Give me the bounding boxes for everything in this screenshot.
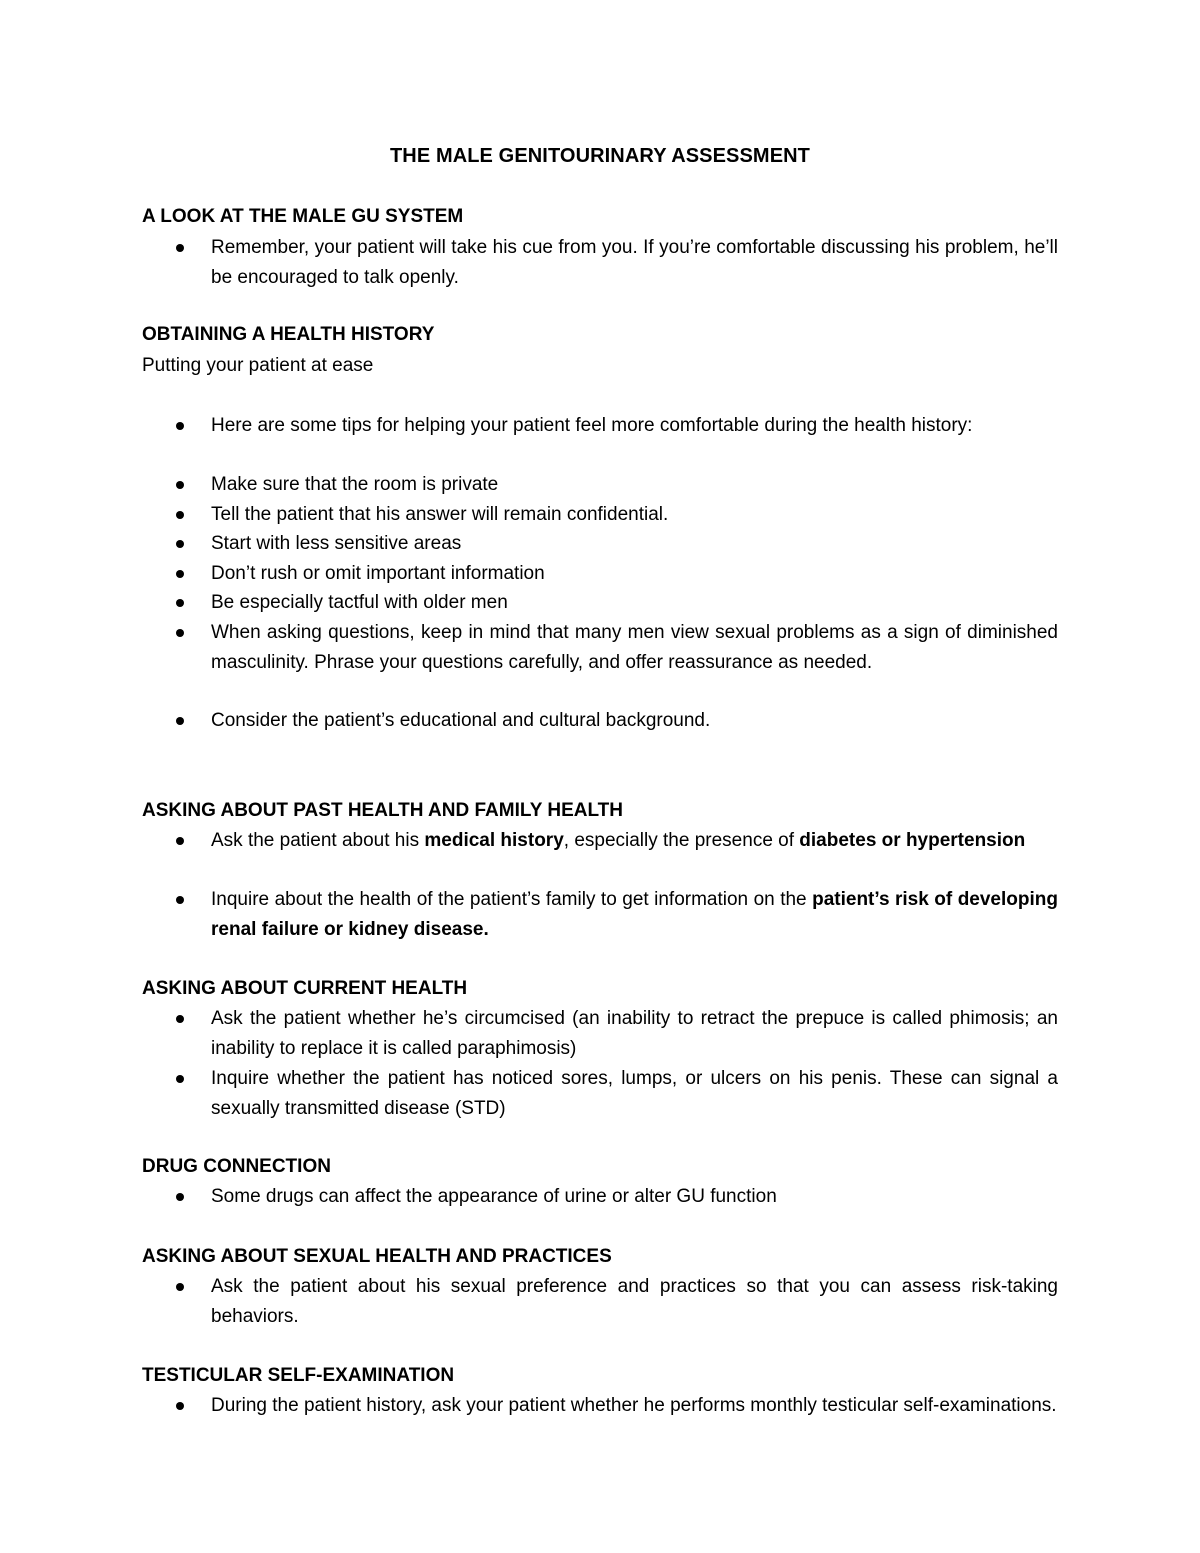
- bullet-icon: [176, 481, 184, 489]
- bullet-icon: [176, 540, 184, 548]
- bullet-icon: [176, 629, 184, 637]
- bullet-icon: [176, 1015, 184, 1023]
- list-item: During the patient history, ask your patient whether he performs monthly testicular self-examinations.: [211, 1391, 1058, 1421]
- bullet-icon: [176, 1402, 184, 1410]
- bullet-icon: [176, 422, 184, 430]
- list-item: Be especially tactful with older men: [211, 588, 1058, 618]
- list-item: Tell the patient that his answer will remain confidential.: [211, 500, 1058, 530]
- document-title: THE MALE GENITOURINARY ASSESSMENT: [389, 145, 810, 167]
- bullet-icon: [176, 244, 184, 252]
- list-item: Ask the patient about his medical history, especially the presence of diabetes or hypertension: [211, 826, 1058, 856]
- list-item: Some drugs can affect the appearance of urine or alter GU function: [211, 1182, 1058, 1212]
- section-heading-drug: DRUG CONNECTION: [142, 1156, 331, 1177]
- bullet-icon: [176, 1075, 184, 1083]
- bullet-icon: [176, 511, 184, 519]
- list-item: Ask the patient whether he’s circumcised (an inability to retract the prepuce is called phimosis; an inability to replace it is called paraphimosis): [211, 1004, 1058, 1063]
- list-item: Ask the patient about his sexual preference and practices so that you can assess risk-taking behaviors.: [211, 1272, 1058, 1331]
- bullet-icon: [176, 1193, 184, 1201]
- bullet-icon: [176, 837, 184, 845]
- list-item: Start with less sensitive areas: [211, 529, 1058, 559]
- bold-term: diabetes or hypertension: [799, 830, 1026, 851]
- bullet-icon: [176, 1283, 184, 1291]
- bullet-icon: [176, 896, 184, 904]
- bold-term: medical history: [424, 830, 564, 851]
- section-heading-history: OBTAINING A HEALTH HISTORY: [142, 324, 435, 345]
- bold-term: patient’s risk of developing renal failure or kidney disease.: [211, 889, 1058, 940]
- list-item: Inquire about the health of the patient’s family to get information on the patient’s risk of developing renal failure or kidney disease.: [211, 885, 1058, 944]
- list-item: Inquire whether the patient has noticed sores, lumps, or ulcers on his penis. These can signal a sexually transmitted disease (STD): [211, 1064, 1058, 1123]
- bullet-icon: [176, 717, 184, 725]
- section-subheading: Putting your patient at ease: [142, 355, 374, 376]
- bullet-icon: [176, 570, 184, 578]
- list-item: Consider the patient’s educational and cultural background.: [211, 706, 1058, 736]
- list-item: Remember, your patient will take his cue from you. If you’re comfortable discussing his problem, he’ll be encouraged to talk openly.: [211, 233, 1058, 292]
- list-item: Make sure that the room is private: [211, 470, 1058, 500]
- section-heading-sexual: ASKING ABOUT SEXUAL HEALTH AND PRACTICES: [142, 1246, 612, 1267]
- section-heading-past: ASKING ABOUT PAST HEALTH AND FAMILY HEALTH: [142, 800, 623, 821]
- section-heading-tse: TESTICULAR SELF-EXAMINATION: [142, 1365, 455, 1386]
- list-item: Don’t rush or omit important information: [211, 559, 1058, 589]
- section-heading-current: ASKING ABOUT CURRENT HEALTH: [142, 978, 468, 999]
- list-item: Here are some tips for helping your patient feel more comfortable during the health history:: [211, 411, 1058, 441]
- bullet-icon: [176, 599, 184, 607]
- list-item: When asking questions, keep in mind that many men view sexual problems as a sign of diminished masculinity. Phrase your questions carefully, and offer reassurance as needed.: [211, 618, 1058, 677]
- section-heading-look: A LOOK AT THE MALE GU SYSTEM: [142, 206, 464, 227]
